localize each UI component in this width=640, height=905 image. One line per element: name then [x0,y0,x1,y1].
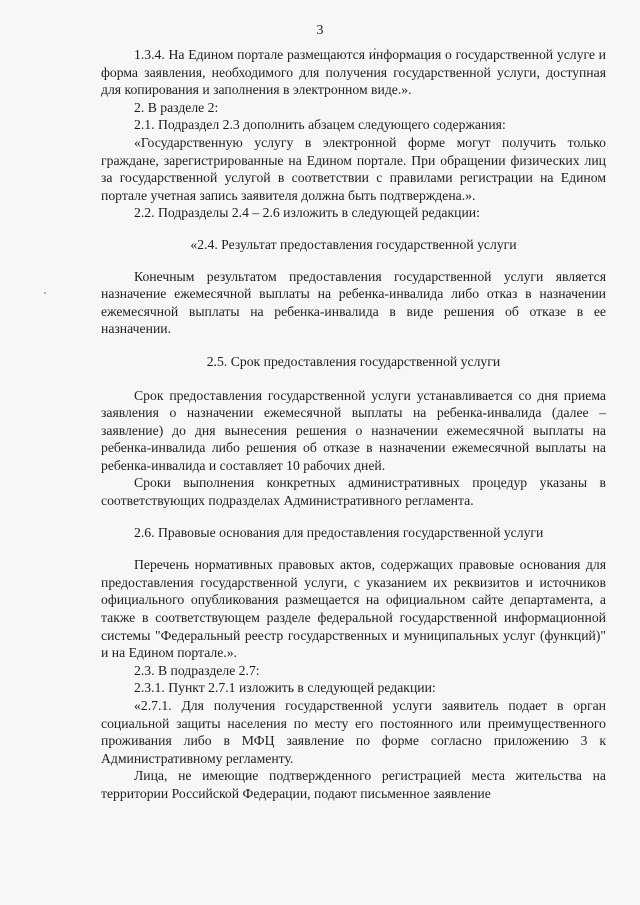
page-number: 3 [316,23,324,38]
heading-2-4: «2.4. Результат предоставления государственной услуги [190,236,517,252]
heading-2-5: 2.5. Срок предоставления государственной услуги [206,353,501,369]
paragraph-2-3: 2.3. В подразделе 2.7: [134,662,260,678]
paragraph-2-3-1: 2.3.1. Пункт 2.7.1 изложить в следующей редакции: [134,680,436,696]
paragraph-2-2: 2.2. Подразделы 2.4 – 2.6 изложить в следующей редакции: [134,205,480,221]
paragraph-no-registration: Лица, не имеющие подтвержденного регистрацией места жительства на территории Российской Федерации, подают письменное заявление [101,768,606,801]
document-body [101,46,606,803]
paragraph-1-3-4: 1.3.4. На Едином портале размещаются информация о государственной услуге и форма заявления, необходимого для получения государственной услуги, доступная для копирования и заполнения в электронном виде.». [101,47,606,98]
paragraph-result: Конечным результатом предоставления государственной услуги является назначение ежемесячной выплаты на ребенка-инвалида либо отказ в назначении ежемесячной выплаты на ребенка-инвалида в виде решения об отказе в ее назначении. [101,268,606,337]
paragraph-legal-basis: Перечень нормативных правовых актов, содержащих правовые основания для предоставления государственной услуги, с указанием их реквизитов и источников официального опубликования размещается на официальном сайте департамента, а также в соответствующем разделе федеральной государственной информационной системы "Федеральный реестр государственных и муниципальных услуг (функций)" и на Едином портале.». [101,557,606,661]
paragraph-term: Срок предоставления государственной услуги устанавливается со дня приема заявления о назначении ежемесячной выплаты на ребенка-инвалида (далее – заявление) до дня вынесения решения о назначении ежемесячной выплаты на ребенка-инвалида либо решения об отказе в назначении ежемесячной выплаты на ребенка-инвалида и составляет 10 рабочих дней. [101,387,606,473]
heading-2-6: 2.6. Правовые основания для предоставления государственной услуги [134,524,544,540]
paragraph-procedures: Сроки выполнения конкретных административных процедур указаны в соответствующих подразделах Административного регламента. [101,475,606,509]
scan-speck [44,292,46,294]
paragraph-section-2: 2. В разделе 2: [134,99,219,115]
paragraph-electronic-form: «Государственную услугу в электронной форме могут получить только граждане, зарегистрированные на Едином портале. При обращении физических лиц за государственной услугой в соответствии с правилами регистрации на Едином портале учетная запись заявителя должна быть подтверждена.». [101,134,606,203]
paragraph-2-7-1: «2.7.1. Для получения государственной услуги заявитель подает в орган социальной защиты населения по месту его постоянного или преимущественного проживания либо в МФЦ заявление по форме согласно приложению 3 к Административному регламенту. [101,698,606,766]
paragraph-2-1: 2.1. Подраздел 2.3 дополнить абзацем следующего содержания: [134,117,506,133]
